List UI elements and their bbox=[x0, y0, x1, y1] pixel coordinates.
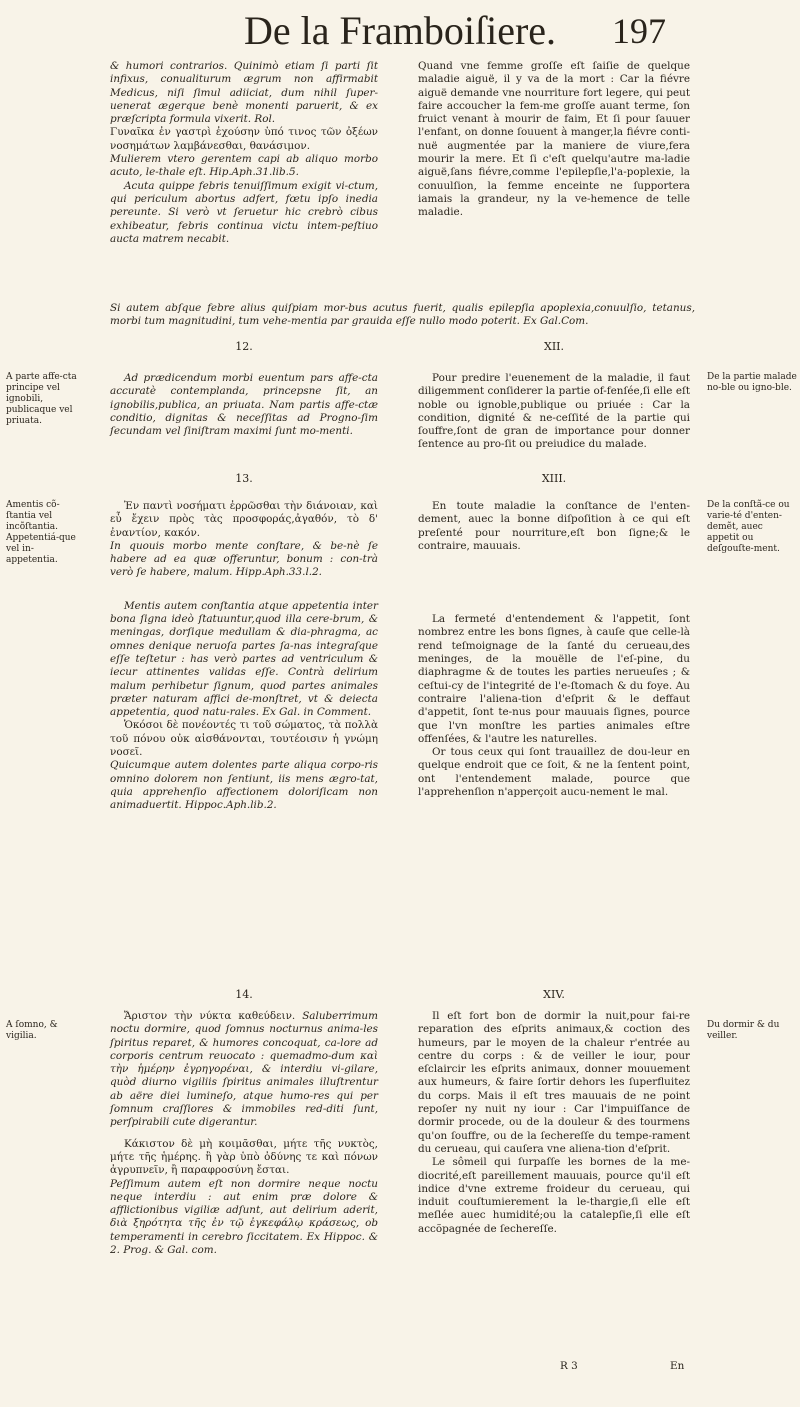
latin-column-section-12 bbox=[110, 372, 378, 438]
french-column-section-13 bbox=[418, 500, 690, 799]
french-column-section-12 bbox=[418, 372, 690, 452]
french-column-section-14 bbox=[418, 1010, 690, 1236]
margin-note-french: De la partie malade no-ble ou igno-ble. bbox=[707, 372, 797, 393]
greek-quote: Ἐν παντὶ νοσήματι ἐρρῶσθαι τὴν διάνοιαν, καὶ εὖ ἔχειν πρὸς τὰς προσφοράς,ἀγαθόν, τὸ δ' ἐναντίον, κακόν. bbox=[110, 500, 378, 539]
latin-column-top bbox=[110, 60, 378, 246]
greek-quote: Ἄριστον τὴν νύκτα καθεύδειν. bbox=[124, 1010, 296, 1022]
latin-paragraph: Mentis autem conſtantia atque appetentia inter bona ſigna ideò ſtatuuntur,quod illa cere-brum, & meningas, dorſique medullam & dia-phragma, ac omnes denique neruoſa partes ſa-nas integraſque eſſe teſtetur : has verò partes ad ventriculum & iecur attinentes validas eſſe. Contrà delirium malum perhibetur ſignum, quod partes animales præter naturam affici de-monſtret, vt & deiecta appetentia, quod natu-rales. Ex Gal. in Comment. bbox=[110, 599, 378, 719]
section-number-french: XIII. bbox=[541, 472, 567, 485]
page-number: 197 bbox=[612, 11, 666, 51]
french-paragraph: Pour predire l'euenement de la maladie, il faut diligemment conſiderer la partie of-fenſée,ſi elle eſt noble ou ignoble,publique ou priuée : Car la condition, dignité & ne-ceſſité de la partie qui ſouffre,ſont de gran de importance pour donner ſentence au pro-ſit ou preiudice du malade. bbox=[418, 372, 690, 451]
french-paragraph: Il eſt fort bon de dormir la nuit,pour fai-re reparation des eſprits animaux,& coction des humeurs, par le moyen de la chaleur r'entrée au centre du corps : & de veiller le iour, pour eſclaircir les eſprits animaux, donner mouuement aux humeurs, & faire ſortir dehors les ſuperfluitez du corps. Mais il eſt tres mauuais de ne point repoſer ny nuit ny iour : Car l'impuiſſance de dormir procede, ou de la douleur & des tourmens qu'on ſouffre, ou de la ſechereſſe du tempe-rament du cerueau, qui cauſera vne aliena-tion d'eſprit. bbox=[418, 1010, 690, 1155]
margin-note-french: Du dormir & du veiller. bbox=[707, 1020, 780, 1041]
signature-mark: R 3 bbox=[560, 1360, 578, 1372]
latin-full-width-paragraph: Si autem abſque febre alius quiſpiam mor-bus acutus fuerit, qualis epilepſia apoplexia,conuulſio, tetanus, morbi tum magnitudini, tum vehe-mentia par grauida eſſe nullo modo poterit. Ex Gal.Com. bbox=[110, 302, 695, 328]
catchword: En bbox=[670, 1360, 685, 1372]
greek-quote: Κάκιστον δὲ μὴ κοιμᾶσθαι, μήτε τῆς νυκτὸς, μήτε τῆς ἡμέρης. ἢ γὰρ ὑπὸ ὀδύνης τε καὶ πόνων ἀγρυπνεῖν, ἢ παραφροσύνη ἔσται. bbox=[110, 1137, 378, 1177]
section-number-latin: 12. bbox=[235, 340, 253, 353]
latin-paragraph bbox=[110, 1010, 378, 1130]
latin-paragraph: Quicumque autem dolentes parte aliqua corpo-ris omnino dolorem non ſentiunt, iis mens ægro-tat, quia apprehenſio affectionem doloriſicam non animaduertit. Hippoc.Aph.lib.2. bbox=[110, 759, 378, 812]
margin-note-latin: A parte affe-cta principe vel ignobili, publicaque vel priuata. bbox=[6, 372, 77, 426]
french-paragraph: Quand vne femme groſſe eſt ſaiſie de quelque maladie aiguë, il y va de la mort : Car la fiévre aiguë demande vne nourriture fort legere, qui peut faire accoucher la fem-me groſſe auant terme, ſon fruict venant à mourir de faim, Et ſi pour ſauuer l'enfant, on donne ſouuent à manger,la fiévre conti-nuë augmentée par la maniere de viure,fera mourir la mere. Et ſi c'eſt quelqu'autre ma-ladie aiguë,ſans fiévre,comme l'epilepſie,l'a-poplexie, la conuulſion, la femme enceinte ne ſupportera iamais la grandeur, ny la ve-hemence de telle maladie. bbox=[418, 60, 690, 219]
section-number-french: XII. bbox=[543, 340, 565, 353]
margin-note-french: De la conſtã-ce ou varie-té d'enten-demẽt, auec appetit ou deſgouſte-ment. bbox=[707, 500, 790, 554]
french-paragraph: La fermeté d'entendement & l'appetit, ſont nombrez entre les bons ſignes, à cauſe que celle-là rend teſmoignage de la ſanté du cerueau,des meninges, de la mouëlle de l'eſ-pine, du diaphragme & de toutes les parties nerueuſes ; & ceſtui-cy de l'integrité de l'e-ſtomach & du foye. Au contraire l'aliena-tion d'eſprit & le deffaut d'appetit, ſont te-nus pour mauuais ſignes, pource que l'vn monſtre les parties animales eſtre offenſées, & l'autre les naturelles. bbox=[418, 613, 690, 745]
section-number-latin: 13. bbox=[235, 472, 253, 485]
section-number-latin: 14. bbox=[235, 988, 253, 1001]
french-paragraph: En toute maladie la conſtance de l'enten-dement, auec la bonne diſpoſition à ce qui eſt preſenté pour nourriture,eſt bon ſigne;& le contraire, mauuais. bbox=[418, 500, 690, 552]
latin-paragraph: Mulierem vtero gerentem capi ab aliquo morbo acuto, le-thale eſt. Hip.Aph.31.lib.5. bbox=[110, 153, 378, 179]
latin-paragraph: Ad prædicendum morbi euentum pars affe-cta accuratè contemplanda, princepsne ſit, an ignobilis,publica, an priuata. Nam partis affe-ctæ conditio, dignitas & neceſſitas ad Progno-ſim ſecundam vel ſiniſtram maximi ſunt mo-menti. bbox=[110, 372, 378, 438]
margin-note-latin: A ſomno, & vigilia. bbox=[6, 1020, 58, 1041]
french-paragraph: Or tous ceux qui ſont trauaillez de dou-leur en quelque endroit que ce ſoit, & ne la ſentent point, ont l'entendement malade, pource que l'apprehenſion n'apperçoit aucu-nement le mal. bbox=[418, 746, 690, 799]
greek-quote: Γυναῖκα ἐν γαστρὶ ἐχούσην ὑπό τινος τῶν ὀξέων νοσημάτων λαμβάνεσθαι, θανάσιμον. bbox=[110, 126, 378, 152]
latin-text: Saluberrimum noctu dormire, quod ſomnus nocturnus anima-les ſpiritus reparet, & humores concoquat, ca-lore ad corporis centrum reuocato : quemadmo-dum καὶ τὴν ἡμέρην ἐγρηγορέναι, & interdiu vi-gilare, quòd diurno vigiliis ſpiritus animales illuſtrentur ab aëre diei lumineſo, atque humo-res qui per ſomnum craſſiores & immobiles red-diti ſunt, perſpirabili cute digerantur. bbox=[110, 1010, 378, 1129]
greek-quote: Ὁκόσοι δὲ πονέοντές τι τοῦ σώματος, τὰ πολλὰ τοῦ πόνου οὐκ αἰσθάνονται, τουτέοισιν ἡ γνώμη νοσεῖ. bbox=[110, 719, 378, 759]
running-head bbox=[0, 6, 800, 56]
latin-paragraph: & humori contrarios. Quinimò etiam ſi parti ſit infixus, conualiturum ægrum non affirmabit Medicus, niſi ſimul adiiciat, dum nihil ſuper-uenerat ægerque benè monenti paruerit, & ex præſcripta formula vixerit. Rol. bbox=[110, 60, 378, 126]
latin-column-section-13 bbox=[110, 500, 378, 813]
section-number-french: XIV. bbox=[543, 988, 565, 1001]
latin-paragraph: In quouis morbo mente conſtare, & be-nè ſe habere ad ea quæ offeruntur, bonum : con-trà verò ſe habere, malum. Hipp.Aph.33.l.2. bbox=[110, 539, 378, 579]
latin-paragraph: Peſſimum autem eſt non dormire neque noctu neque interdiu : aut enim præ dolore & afflictionibus vigiliæ adſunt, aut delirium aderit, διὰ ξηρότητα τῆς ἐν τῷ ἐγκεφάλῳ κράσεως, ob temperamenti in cerebro ſiccitatem. Ex Hippoc. & 2. Prog. & Gal. com. bbox=[110, 1177, 378, 1257]
latin-column-section-14 bbox=[110, 1010, 378, 1257]
french-paragraph: Le sômeil qui ſurpaſſe les bornes de la me-diocrité,eſt pareillement mauuais, pource qu'il eſt indice d'vne extreme froideur du cerueau, qui induit couſtumierement la le-thargie,ſi elle eſt meſlée auec humidité;ou la catalepſie,ſi elle eſt accõpagnée de ſechereſſe. bbox=[418, 1156, 690, 1235]
french-column-top bbox=[418, 60, 690, 220]
page-title: De la Framboiſiere. bbox=[243, 8, 557, 53]
margin-note-latin: Amentis cõ-ſtantia vel incõſtantia. Appetentiá-que vel in-appetentia. bbox=[6, 500, 76, 565]
latin-paragraph: Acuta quippe febris tenuiſſimum exigit vi-ctum, qui periculum abortus adfert, fœtu ipſo inedia pereunte. Si verò vt ſeruetur hic crebrò cibus exhibeatur, febris continua victu intem-peſtiuo aucta matrem necabit. bbox=[110, 179, 378, 245]
